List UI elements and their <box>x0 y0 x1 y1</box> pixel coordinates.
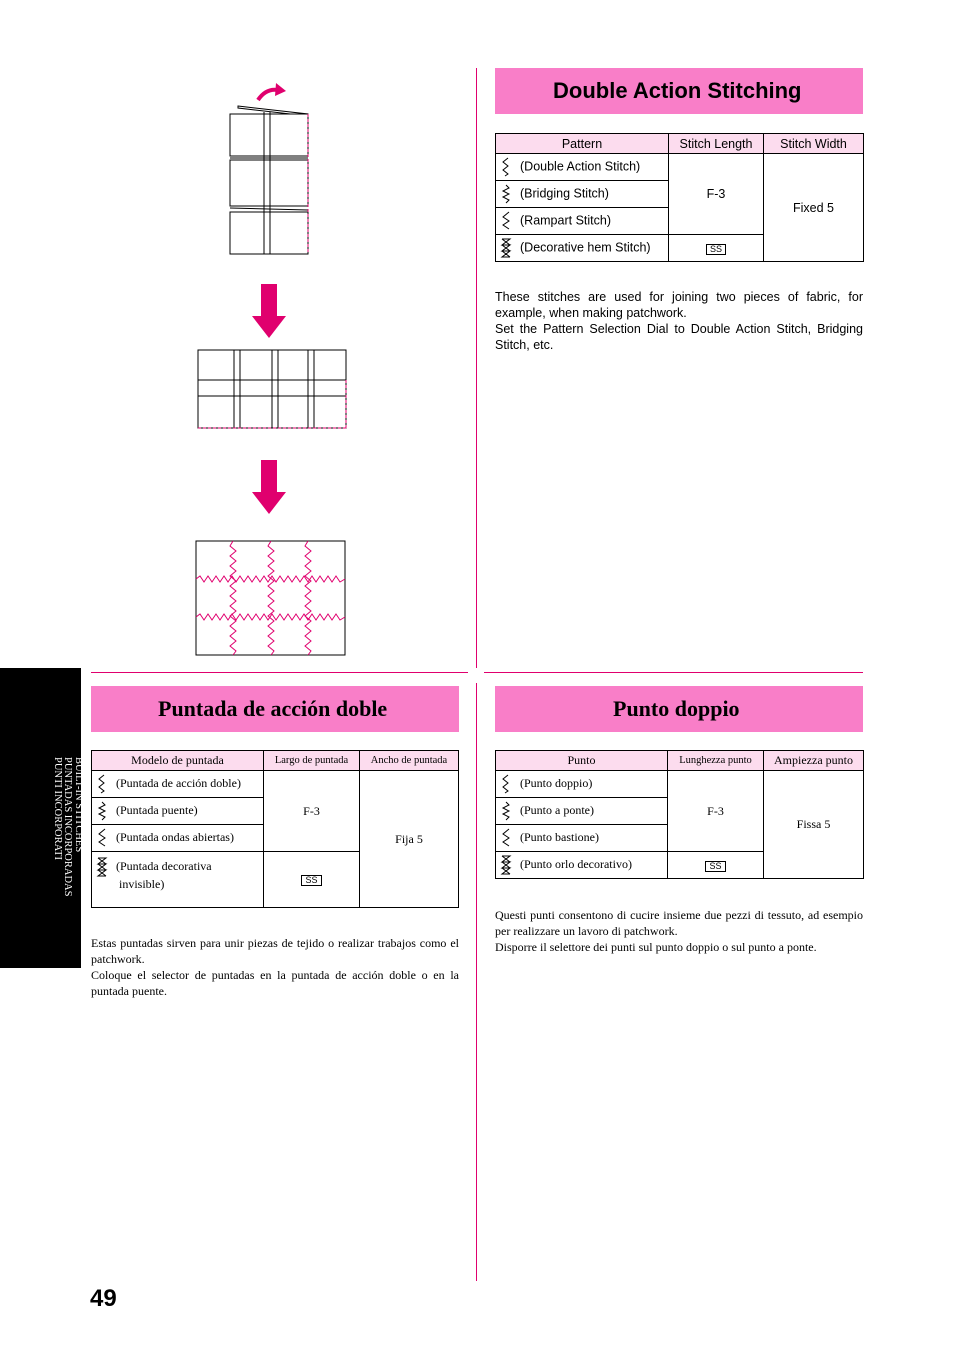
double-action-stitch-icon <box>500 157 512 177</box>
side-tab-line: BUILT-IN STITCHES <box>73 757 84 853</box>
bridging-stitch-icon <box>500 801 512 821</box>
english-description <box>495 289 863 353</box>
english-para-1: These stitches are used for joining two pieces of fabric, for example, when making patchwork. <box>495 290 863 320</box>
bridging-stitch-icon <box>96 801 108 821</box>
english-stitch-table <box>495 133 864 262</box>
spanish-stitch-table <box>91 750 459 908</box>
rampart-stitch-icon <box>500 828 512 848</box>
bridging-stitch-icon <box>500 184 512 204</box>
curve-arrow-icon <box>258 90 278 100</box>
header-width: Ancho de puntada <box>360 751 459 771</box>
length-value: F-3 <box>669 154 764 235</box>
page-number: 49 <box>90 1285 117 1312</box>
double-action-stitch-icon <box>96 774 108 794</box>
italian-title: Punto doppio <box>613 696 740 721</box>
pattern-row: (Puntada de acción doble) <box>92 771 264 798</box>
header-width: Ampiezza punto <box>764 751 864 771</box>
english-title-box <box>495 68 863 114</box>
english-title: Double Action Stitching <box>553 78 802 103</box>
column-divider-top <box>476 68 477 668</box>
italian-para-1: Questi punti consentono di cucire insieme due pezzi di tessuto, ad esempio per realizzare un lavoro di patchwork. <box>495 908 863 938</box>
header-pattern: Punto <box>496 751 668 771</box>
rampart-stitch-icon <box>96 828 108 848</box>
spanish-title-box <box>91 686 459 732</box>
pattern-row: (Double Action Stitch) <box>496 154 669 181</box>
pattern-row: (Decorative hem Stitch) <box>496 235 669 262</box>
italian-para-2: Disporre il selettore dei punti sul punto doppio o sul punto a ponte. <box>495 940 817 954</box>
italian-title-box <box>495 686 863 732</box>
section-divider-right <box>484 672 863 673</box>
width-value: Fissa 5 <box>764 771 864 879</box>
ss-badge: SS <box>706 244 726 255</box>
pattern-row: (Bridging Stitch) <box>496 181 669 208</box>
width-value: Fija 5 <box>360 771 459 908</box>
header-pattern: Pattern <box>496 134 669 154</box>
header-length: Stitch Length <box>669 134 764 154</box>
header-pattern: Modelo de puntada <box>92 751 264 771</box>
length-value: F-3 <box>668 771 764 852</box>
decorative-hem-stitch-icon <box>500 855 512 875</box>
header-width: Stitch Width <box>764 134 864 154</box>
side-tab-line: PUNTADAS INCORPORADAS <box>62 757 74 897</box>
ss-badge: SS <box>705 861 725 872</box>
pattern-row: (Puntada decorativa invisible) <box>92 852 264 908</box>
pattern-row: (Punto doppio) <box>496 771 668 798</box>
column-divider-bottom <box>476 683 477 1281</box>
spanish-para-1: Estas puntadas sirven para unir piezas de tejido o realizar trabajos como el patchwork. <box>91 936 459 966</box>
side-tab-text <box>52 757 84 896</box>
width-value: Fixed 5 <box>764 154 864 262</box>
english-para-2: Set the Pattern Selection Dial to Double Action Stitch, Bridging Stitch, etc. <box>495 322 863 352</box>
pattern-row: (Punto orlo decorativo) <box>496 852 668 879</box>
section-divider-left <box>91 672 468 673</box>
pattern-row: (Punto bastione) <box>496 825 668 852</box>
rampart-stitch-icon <box>500 211 512 231</box>
pattern-row: (Punto a ponte) <box>496 798 668 825</box>
pattern-row: (Puntada ondas abiertas) <box>92 825 264 852</box>
ss-badge: SS <box>301 875 321 886</box>
double-action-stitch-icon <box>500 774 512 794</box>
side-tab-line: PUNTI INCORPORATI <box>52 757 63 860</box>
spanish-para-2: Coloque el selector de puntadas en la puntada de acción doble o en la puntada puente. <box>91 968 459 998</box>
pattern-row: (Rampart Stitch) <box>496 208 669 235</box>
decorative-hem-stitch-icon <box>500 238 512 258</box>
pattern-row: (Puntada puente) <box>92 798 264 825</box>
italian-stitch-table <box>495 750 864 879</box>
length-value: F-3 <box>264 771 360 852</box>
spanish-description <box>91 935 459 999</box>
spanish-title: Puntada de acción doble <box>158 696 388 721</box>
header-length: Largo de puntada <box>264 751 360 771</box>
italian-description <box>495 907 863 955</box>
decorative-hem-stitch-icon <box>96 857 108 877</box>
patchwork-illustration <box>190 80 355 660</box>
arrow-down-icon <box>252 316 286 338</box>
header-length: Lunghezza punto <box>668 751 764 771</box>
